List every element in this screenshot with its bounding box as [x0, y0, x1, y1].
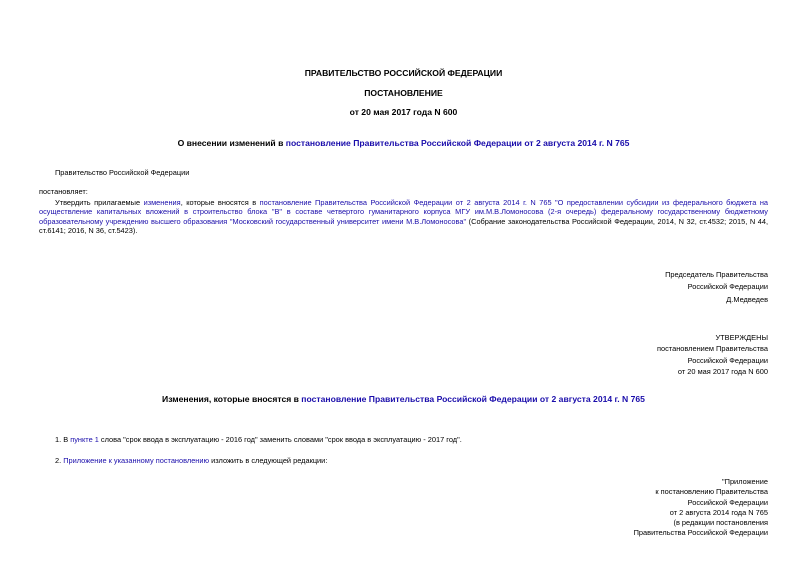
approved-line-1: УТВЕРЖДЕНЫ	[715, 333, 768, 342]
signature-line-3: Д.Медведев	[726, 294, 768, 304]
appendix-block	[468, 477, 768, 538]
government-label: Правительство Российской Федерации	[55, 168, 190, 177]
changes-title	[0, 394, 807, 405]
resolution-paragraph	[39, 198, 768, 235]
approved-block	[468, 333, 768, 376]
appendix-line-4: от 2 августа 2014 года N 765	[669, 507, 768, 517]
change-item-1	[55, 435, 462, 444]
appendix-line-1: "Приложение	[722, 477, 768, 486]
signature-line-2: Российской Федерации	[687, 282, 768, 292]
item1-link[interactable]: пункте 1	[70, 435, 99, 444]
changes-link[interactable]: изменения	[143, 198, 181, 207]
appendix-line-6: Правительства Российской Федерации	[633, 528, 768, 538]
appendix-line-2: к постановлению Правительства	[655, 487, 768, 497]
document-title	[0, 138, 807, 149]
approved-line-4: от 20 мая 2017 года N 600	[677, 366, 768, 376]
appendix-line-5: (в редакции постановления	[673, 518, 768, 527]
paragraph-text-2: , которые вносятся в	[180, 198, 260, 207]
document-date-number: от 20 мая 2017 года N 600	[349, 107, 458, 117]
signature-block	[468, 270, 768, 304]
changes-title-prefix: Изменения, которые вносятся в	[162, 394, 302, 404]
changes-title-link[interactable]: постановление Правительства Российской Федерации от 2 августа 2014 г. N 765	[301, 394, 645, 404]
title-link[interactable]: постановление Правительства Российской Федерации от 2 августа 2014 г. N 765	[285, 138, 630, 148]
document-type-heading: ПОСТАНОВЛЕНИЕ	[364, 88, 443, 98]
approved-line-3: Российской Федерации	[687, 355, 768, 365]
paragraph-text-3: (Собрание законодательства Российской Федерации, 2014, N 32, ст.4532; 2015, N 44, ст.6141; 2016, N 36, ст.5423).	[39, 216, 769, 235]
item1-text-2: слова "срок ввода в эксплуатацию - 2016 год" заменить словами "срок ввода в эксплуатацию - 2017 год".	[98, 435, 462, 444]
title-prefix: О внесении изменений в	[177, 138, 286, 148]
change-item-2	[55, 456, 327, 465]
item2-text-1: 2.	[55, 456, 64, 465]
item1-text-1: 1. В	[55, 435, 71, 444]
resolves-label: постановляет:	[39, 187, 88, 196]
item2-text-2: изложить в следующей редакции:	[209, 456, 328, 465]
paragraph-text-1: Утвердить прилагаемые	[55, 198, 144, 207]
appendix-line-3: Российской Федерации	[687, 497, 768, 507]
government-heading: ПРАВИТЕЛЬСТВО РОССИЙСКОЙ ФЕДЕРАЦИИ	[304, 68, 503, 78]
approved-line-2: постановлением Правительства	[657, 344, 768, 354]
signature-line-1: Председатель Правительства	[665, 270, 768, 279]
item2-link[interactable]: Приложение к указанному постановлению	[63, 456, 210, 465]
resolution-765-link[interactable]: постановление Правительства Российской Федерации от 2 августа 2014 г. N 765 "О предоставлении субсидии из федерального бюджета на осуществление капитальных вложений в строительство блока "В" в составе четвертого гуманитарного корпуса МГУ им.М.В.Ломоносова (2-я очередь) федеральному государственному бюджетному образовательному учреждению высшего образования "Московский государственный университет имени М.В.Ломоносова"	[39, 198, 769, 226]
